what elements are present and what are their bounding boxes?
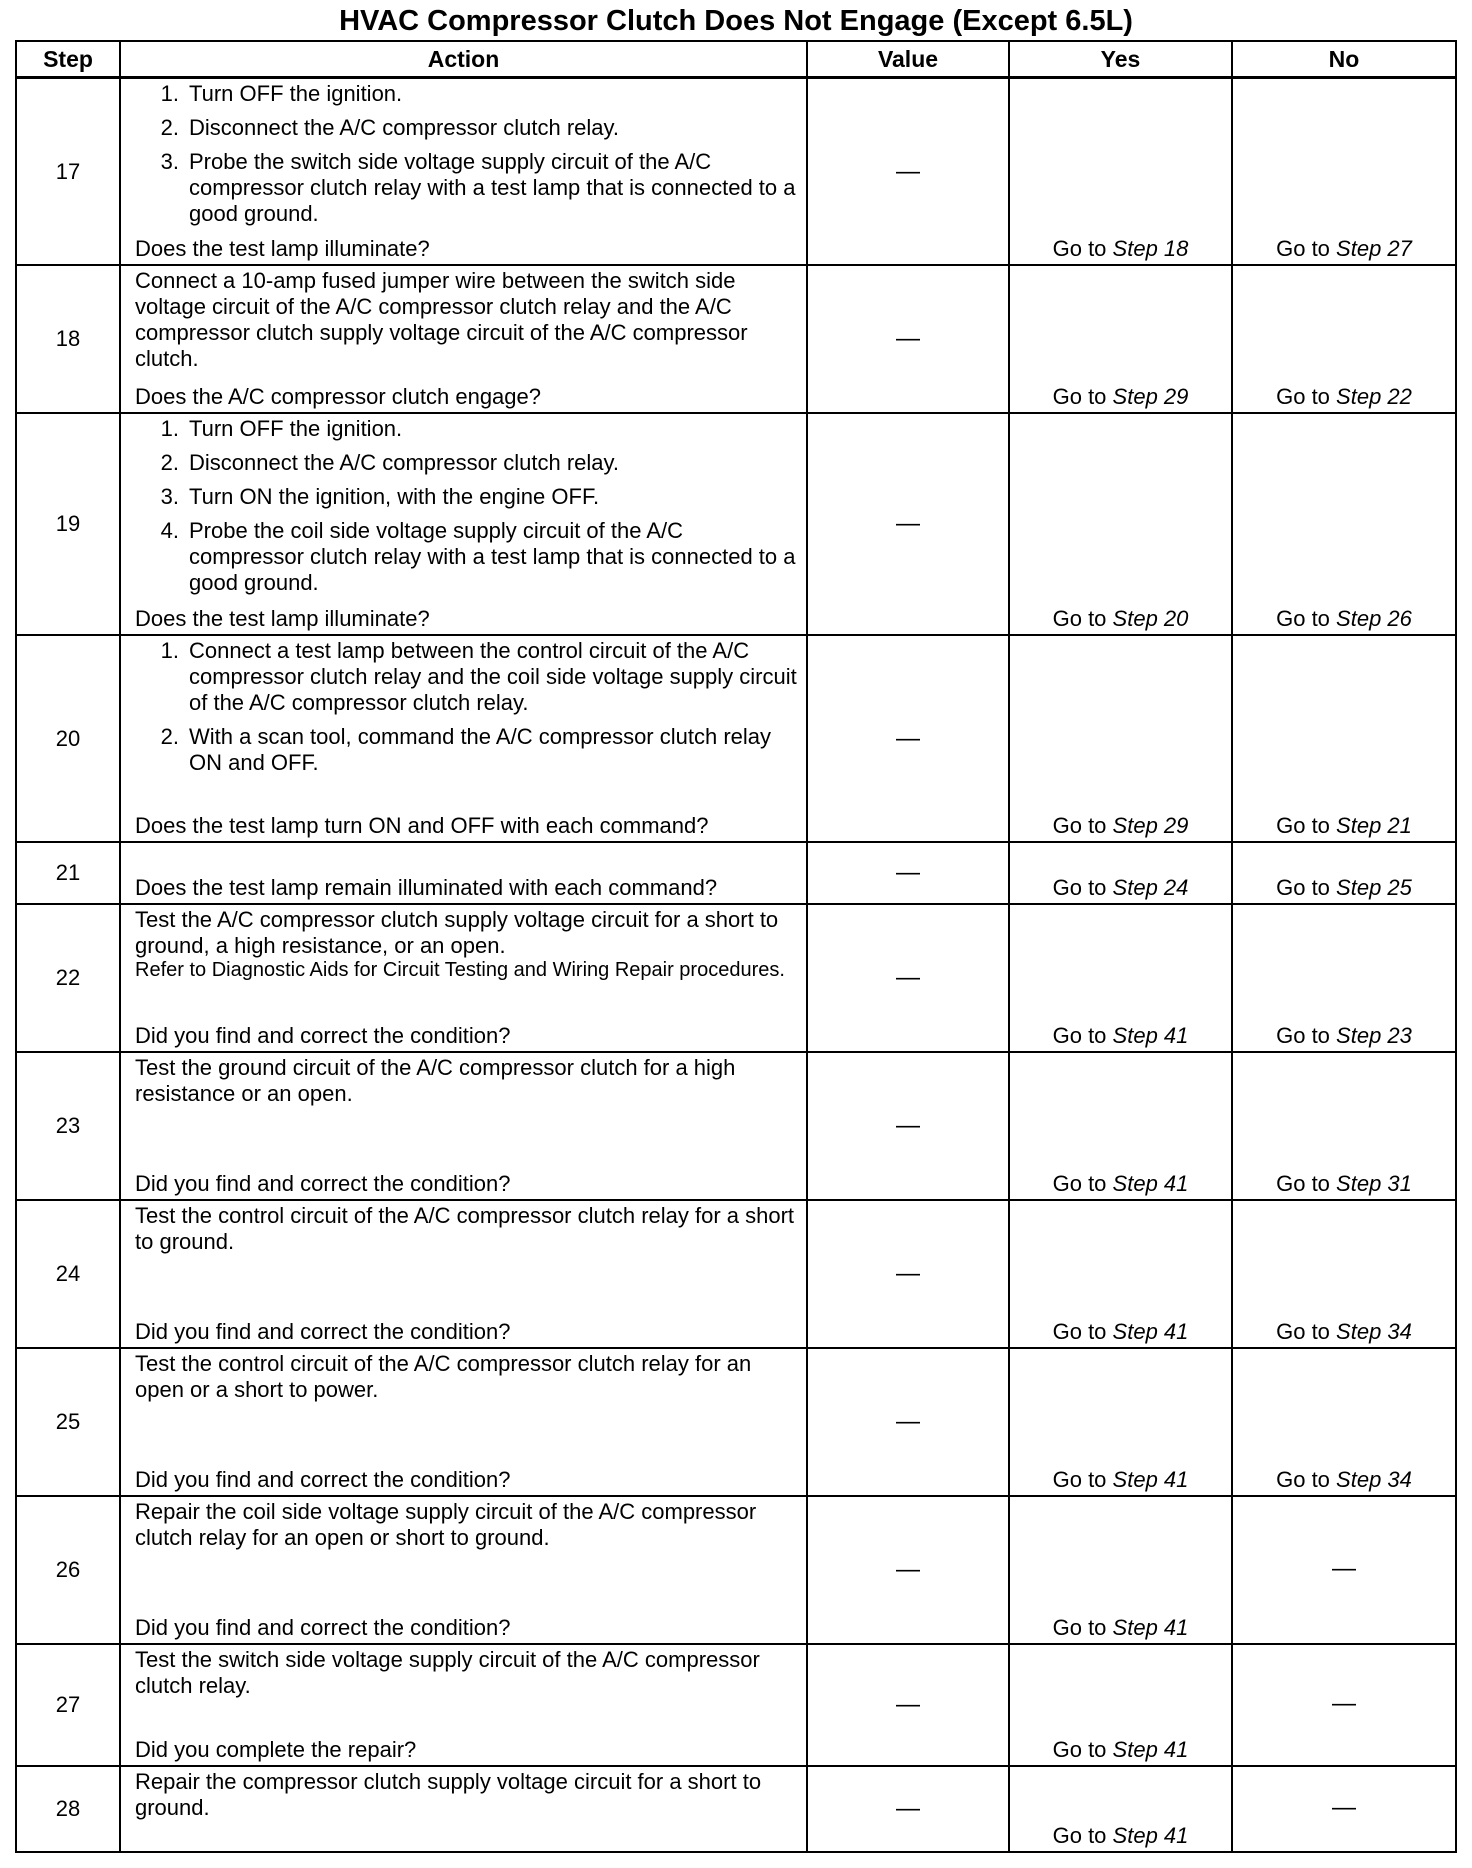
no-step-link: Step 31: [1336, 1171, 1412, 1196]
yes-step-link: Step 29: [1112, 813, 1189, 838]
goto-label: Go to: [1276, 813, 1330, 838]
no-step-link: Step 25: [1336, 875, 1412, 900]
header-action: Action: [120, 41, 807, 78]
table-row: [16, 1348, 1456, 1496]
value-cell: —: [807, 635, 1009, 842]
no-cell: [1232, 265, 1456, 413]
action-step-text: Turn OFF the ignition.: [189, 81, 403, 106]
yes-step-link: Step 41: [1112, 1737, 1189, 1762]
value-cell: —: [807, 413, 1009, 635]
action-step: [135, 518, 798, 596]
header-yes: Yes: [1009, 41, 1232, 78]
goto-label: Go to: [1052, 606, 1107, 631]
goto-label: Go to: [1052, 1319, 1107, 1344]
action-text: Test the control circuit of the A/C compressor clutch relay for a short to ground.: [135, 1203, 795, 1254]
yes-step-link: Step 41: [1112, 1023, 1189, 1048]
action-step: [135, 115, 798, 141]
no-step-link: Step 22: [1336, 384, 1412, 409]
action-question: Did you find and correct the condition?: [135, 1615, 511, 1640]
yes-cell: [1009, 413, 1232, 635]
no-cell: [1232, 78, 1456, 266]
no-cell: —: [1232, 1644, 1456, 1766]
action-step: [135, 484, 798, 510]
action-question: Does the test lamp illuminate?: [135, 236, 430, 261]
action-cell: [120, 78, 807, 266]
action-step-number: 2.: [160, 724, 179, 749]
no-step-link: Step 21: [1336, 813, 1412, 838]
action-step: [135, 81, 798, 107]
action-step-number: 1.: [160, 81, 179, 106]
action-question: Does the A/C compressor clutch engage?: [135, 384, 542, 409]
value-cell: —: [807, 1644, 1009, 1766]
action-question: Does the test lamp remain illuminated with each command?: [135, 875, 718, 900]
action-cell: [120, 1766, 807, 1852]
goto-label: Go to: [1276, 1171, 1330, 1196]
table-row: [16, 1644, 1456, 1766]
yes-cell: [1009, 1200, 1232, 1348]
value-cell: —: [807, 78, 1009, 266]
action-text: Repair the compressor clutch supply voltage circuit for a short to ground.: [135, 1769, 762, 1820]
header-row: [16, 41, 1456, 78]
yes-cell: [1009, 904, 1232, 1052]
header-no: No: [1232, 41, 1456, 78]
yes-step-link: Step 41: [1112, 1319, 1189, 1344]
goto-label: Go to: [1052, 1171, 1107, 1196]
yes-cell: [1009, 1052, 1232, 1200]
value-cell: —: [807, 1200, 1009, 1348]
action-step-number: 3.: [160, 484, 179, 509]
no-cell: —: [1232, 1766, 1456, 1852]
value-cell: —: [807, 1052, 1009, 1200]
action-text: Test the control circuit of the A/C compressor clutch relay for an open or a short to power.: [135, 1351, 752, 1402]
action-steps: [135, 81, 798, 233]
no-cell: [1232, 842, 1456, 904]
yes-cell: [1009, 1766, 1232, 1852]
no-step-link: Step 26: [1336, 606, 1412, 631]
goto-label: Go to: [1052, 1823, 1107, 1848]
no-step-link: Step 34: [1336, 1319, 1412, 1344]
goto-label: Go to: [1276, 1023, 1330, 1048]
action-cell: [120, 635, 807, 842]
goto-label: Go to: [1052, 1737, 1107, 1762]
goto-label: Go to: [1276, 1319, 1330, 1344]
yes-step-link: Step 18: [1112, 236, 1189, 261]
step-number: 22: [16, 904, 120, 1052]
no-cell: [1232, 413, 1456, 635]
yes-cell: [1009, 78, 1232, 266]
action-cell: [120, 1200, 807, 1348]
action-question: Did you complete the repair?: [135, 1737, 417, 1762]
goto-label: Go to: [1052, 384, 1107, 409]
action-step-text: Disconnect the A/C compressor clutch relay.: [189, 115, 619, 140]
value-cell: —: [807, 1766, 1009, 1852]
action-cell: [120, 413, 807, 635]
action-question: Does the test lamp turn ON and OFF with each command?: [135, 813, 709, 838]
action-step-number: 4.: [160, 518, 179, 543]
action-step-number: 1.: [160, 638, 179, 663]
page-title: HVAC Compressor Clutch Does Not Engage (Except 6.5L): [339, 5, 1133, 37]
goto-label: Go to: [1052, 236, 1107, 261]
goto-label: Go to: [1052, 1467, 1107, 1492]
action-text: Test the ground circuit of the A/C compressor clutch for a high resistance or an open.: [135, 1055, 736, 1106]
goto-label: Go to: [1276, 384, 1330, 409]
yes-step-link: Step 41: [1112, 1615, 1189, 1640]
step-number: 26: [16, 1496, 120, 1644]
value-cell: —: [807, 1348, 1009, 1496]
action-step-number: 2.: [160, 450, 179, 475]
action-text: Test the switch side voltage supply circuit of the A/C compressor clutch relay.: [135, 1647, 760, 1698]
action-step-text: Turn ON the ignition, with the engine OFF.: [189, 484, 600, 509]
no-cell: [1232, 904, 1456, 1052]
goto-label: Go to: [1052, 1615, 1107, 1640]
step-number: 25: [16, 1348, 120, 1496]
step-number: 21: [16, 842, 120, 904]
action-cell: [120, 1644, 807, 1766]
action-step-text: Disconnect the A/C compressor clutch relay.: [189, 450, 619, 475]
yes-step-link: Step 29: [1112, 384, 1189, 409]
step-number: 24: [16, 1200, 120, 1348]
value-cell: —: [807, 265, 1009, 413]
table-row: [16, 1766, 1456, 1852]
step-number: 19: [16, 413, 120, 635]
action-cell: [120, 842, 807, 904]
action-step: [135, 724, 798, 776]
action-step-text: Probe the coil side voltage supply circuit of the A/C compressor clutch relay with a test lamp that is connected to a good ground.: [189, 518, 796, 595]
yes-cell: [1009, 1644, 1232, 1766]
goto-label: Go to: [1276, 875, 1330, 900]
no-cell: [1232, 1200, 1456, 1348]
action-step-text: Probe the switch side voltage supply circuit of the A/C compressor clutch relay with a test lamp that is connected to a good ground.: [189, 149, 796, 226]
table-row: [16, 635, 1456, 842]
no-step-link: Step 34: [1336, 1467, 1412, 1492]
action-step: [135, 416, 798, 442]
action-question: Did you find and correct the condition?: [135, 1171, 511, 1196]
step-number: 23: [16, 1052, 120, 1200]
action-question: Did you find and correct the condition?: [135, 1023, 511, 1048]
action-step: [135, 638, 798, 716]
table-row: [16, 842, 1456, 904]
table-row: [16, 78, 1456, 266]
yes-step-link: Step 20: [1112, 606, 1189, 631]
action-steps: [135, 416, 798, 602]
action-step-number: 3.: [160, 149, 179, 174]
step-number: 20: [16, 635, 120, 842]
action-cell: [120, 1052, 807, 1200]
table-row: [16, 1496, 1456, 1644]
diagnostic-table: [15, 40, 1457, 1853]
action-step-number: 2.: [160, 115, 179, 140]
table-row: [16, 904, 1456, 1052]
no-cell: [1232, 1348, 1456, 1496]
action-step: [135, 450, 798, 476]
yes-step-link: Step 41: [1112, 1823, 1189, 1848]
action-cell: [120, 1348, 807, 1496]
action-question: Does the test lamp illuminate?: [135, 606, 430, 631]
action-cell: [120, 904, 807, 1052]
step-number: 27: [16, 1644, 120, 1766]
action-text: Repair the coil side voltage supply circuit of the A/C compressor clutch relay for an open or short to ground.: [135, 1499, 757, 1550]
table-row: [16, 413, 1456, 635]
step-number: 28: [16, 1766, 120, 1852]
no-cell: [1232, 635, 1456, 842]
action-text: Connect a 10-amp fused jumper wire between the switch side voltage circuit of the A/C compressor clutch relay and the A/C compressor clutch supply voltage circuit of the A/C compressor clutch.: [135, 268, 748, 371]
table-body: [16, 78, 1456, 1853]
action-text: Test the A/C compressor clutch supply voltage circuit for a short to ground, a high resistance, or an open.: [135, 907, 779, 958]
action-step-text: With a scan tool, command the A/C compressor clutch relay ON and OFF.: [189, 724, 772, 775]
value-cell: —: [807, 904, 1009, 1052]
yes-step-link: Step 41: [1112, 1171, 1189, 1196]
step-number: 17: [16, 78, 120, 266]
goto-label: Go to: [1276, 236, 1330, 261]
yes-step-link: Step 41: [1112, 1467, 1189, 1492]
yes-cell: [1009, 635, 1232, 842]
action-step: [135, 149, 798, 227]
no-step-link: Step 27: [1336, 236, 1412, 261]
yes-cell: [1009, 265, 1232, 413]
goto-label: Go to: [1276, 606, 1330, 631]
goto-label: Go to: [1052, 875, 1107, 900]
step-number: 18: [16, 265, 120, 413]
no-cell: [1232, 1052, 1456, 1200]
action-steps: [135, 638, 798, 782]
yes-step-link: Step 24: [1112, 875, 1189, 900]
action-note: Refer to Diagnostic Aids for Circuit Testing and Wiring Repair procedures.: [135, 959, 785, 981]
table-row: [16, 265, 1456, 413]
goto-label: Go to: [1052, 1023, 1107, 1048]
action-step-text: Connect a test lamp between the control circuit of the A/C compressor clutch relay and the coil side voltage supply circuit of the A/C compressor clutch relay.: [189, 638, 797, 715]
header-value: Value: [807, 41, 1009, 78]
value-cell: —: [807, 842, 1009, 904]
action-cell: [120, 265, 807, 413]
table-row: [16, 1052, 1456, 1200]
action-cell: [120, 1496, 807, 1644]
goto-label: Go to: [1276, 1467, 1330, 1492]
action-question: Did you find and correct the condition?: [135, 1467, 511, 1492]
value-cell: —: [807, 1496, 1009, 1644]
yes-cell: [1009, 1348, 1232, 1496]
goto-label: Go to: [1052, 813, 1107, 838]
header-step: Step: [16, 41, 120, 78]
action-question: Did you find and correct the condition?: [135, 1319, 511, 1344]
no-cell: —: [1232, 1496, 1456, 1644]
table-row: [16, 1200, 1456, 1348]
no-step-link: Step 23: [1336, 1023, 1412, 1048]
yes-cell: [1009, 842, 1232, 904]
action-step-text: Turn OFF the ignition.: [189, 416, 403, 441]
action-step-number: 1.: [160, 416, 179, 441]
yes-cell: [1009, 1496, 1232, 1644]
